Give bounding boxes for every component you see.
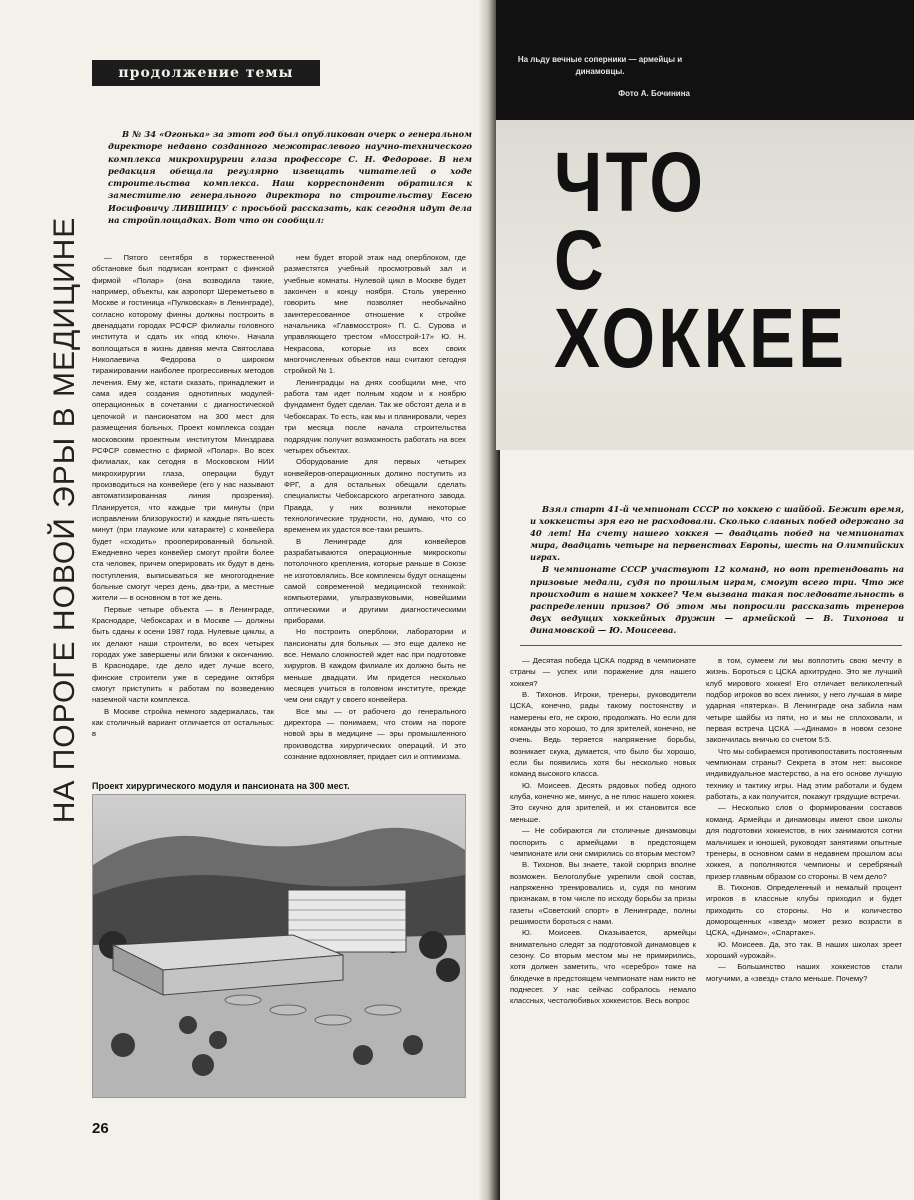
interview-paragraph: в том, сумеем ли мы воплотить свою мечту в жизнь. Бороться с ЦСКА архитрудно. Это же лучший клуб мирового хоккея! Его отличает великолепный подбор игроков во всех линиях, у него лучшая в мире ударная «пятерка». В Ленинграде она забила нам четыре шайбы из пяти, но и мы не сплоховали, и первая встреча ЦСКА —«Динамо» в новом сезоне закончилась вничью со счетом 5:5.	[706, 656, 902, 745]
title-word-1: ЧТО	[554, 135, 707, 229]
interview-paragraph: Что мы собираемся противопоставить постоянным чемпионам страны? Секрета в этом нет: высокое индивидуальное мастерство, а на его основе лучшую технику и тактику игры. Над этим работали и будем работать, а как получится, покажут грядущие встречи.	[706, 746, 902, 802]
hockey-column-2	[706, 655, 902, 984]
article-paragraph: Но построить оперблоки, лаборатории и пансионаты для больных — это еще далеко не все. Немало сложностей ждет нас при подготовке хирургов. В каждом филиале их должно быть не меньше двадцати. Им придется несколько месяцев учиться в головном институте, прежде чем они сядут у своего конвейера.	[284, 627, 466, 705]
vertical-headline	[48, 128, 82, 912]
article-paragraph: нем будет второй этаж над оперблоком, где разместятся учебный просмотровый зал и учебные комнаты. Нулевой цикл в Москве будет закончен к концу ноября. Столь уверенно говорить мне позволяет необычайно заинтересованное отношение к стройке начальника «Главмосстроя» П. С. Сурова и управляющего трестом «Мосстрой-17» Ю. Н. Некрасова, которые из всех своих многочисленных объектов наш считают сегодня стройкой № 1.	[284, 253, 466, 376]
rubric-banner	[92, 60, 320, 86]
article-paragraph: Оборудование для первых четырех конвейеров-операционных должно поступить из ФРГ, а для остальных обещали сделать специалисты Чебоксарского агрегатного завода. Правда, у них возникли некоторые технологические трудности, но, думаю, что со временем их удастся все-таки решить.	[284, 457, 466, 535]
interview-paragraph: Ю. Моисеев. Десять рядовых побед одного клуба, конечно же, минус, а не плюс нашего хоккея. Это скучно для зрителей, и их становится все меньше.	[510, 780, 696, 824]
article-paragraph: В Москве стройка немного задержалась, так как столичный вариант отличается от остальных: в	[92, 706, 274, 739]
title-word-2: С	[554, 213, 608, 307]
hockey-photo-credit: Фото А. Бочинина	[618, 89, 690, 98]
article-paragraph: Первые четыре объекта — в Ленинграде, Краснодаре, Чебоксарах и в Москве — должны быть сданы к осени 1987 года. Нулевые циклы, а их делают наши строители, во всех четырех городах уже завершены или близки к окончанию. В Краснодаре, где дело идет лучше всего, финские строители уже в середине октября смогут приступить к работам по возведению наземной части комплекса.	[92, 604, 274, 705]
interview-paragraph: — Не собираются ли столичные динамовцы поспорить с армейцами в предстоящем чемпионате или они смирились со вторым местом?	[510, 826, 696, 858]
article-column-1	[92, 252, 274, 740]
hockey-title-photo	[496, 120, 914, 450]
interview-paragraph: В. Тихонов. Вы знаете, такой сюрприз вполне возможен. Белоголубые укрепили свой состав, напряженно тренировались и, судя по многим признакам, в том числе по исходу борьбы за призы газеты «Советский спорт» в Ленинграде, полны решимости бороться с нами.	[510, 860, 696, 926]
article-paragraph: В Ленинграде для конвейеров разрабатываются операционные микроскопы потолочного крепления, которые раньше в Союзе не изготовлялись. Все комплексы будут оснащены самой современной медицинской техникой: компьютерами, ультразвуковыми, новейшими оптическими и другими диагностическими приборами.	[284, 536, 466, 625]
interview-paragraph: — Большинство наших хоккеистов стали могучими, а «звезд» стало меньше. Почему?	[706, 962, 902, 983]
rubric-text: продолжение темы	[118, 65, 294, 81]
vertical-headline-text: НА ПОРОГЕ НОВОЙ ЭРЫ В МЕДИЦИНЕ	[48, 216, 81, 824]
interview-paragraph: Ю. Моисеев. Да, это так. В наших школах зреет хороший «урожай».	[706, 939, 902, 960]
section-divider	[520, 645, 902, 646]
interview-paragraph: В. Тихонов. Определенный и немалый процент игроков в классные клубы приходил и будет приходить со стороны. Но и количество доморощенных «звезд» может резко возрасти в ЦСКА, «Динамо», «Спартаке».	[706, 882, 902, 938]
hockey-column-1	[510, 655, 696, 1007]
building-rendering-illustration	[93, 795, 465, 1097]
article-paragraph: — Пятого сентября в торжественной обстановке был подписан контракт с финской фирмой «Полар» (она возводила такие, например, объекты, как аэропорт Шереметьево в Москве и гостиница «Пулковская» в Ленинграде), согласно которому финны должны построить в двенадцати городах РСФСР филиалы головного института и сдать их «под ключ». Начала воплощаться в жизнь давняя мечта Святослава Николаевича Федорова о широком тиражировании наиболее прогрессивных методов лечения. Ему же, кстати сказать, принадлежит и сама идея создания однотипных модулей-операционных в сочетании с диагностической цепочкой и пансионатом на 300 мест для размещения больных. Проект комплекса создан московским проектным институтом Минздрава РСФСР совместно с фирмой «Полар». Во всех филиалах, как сегодня в Московском НИИ микрохирургии глаза, операции будут производиться на конвейере (его у нас называют автоматизированная линия прозрения). Планируется, что каждые три минуты (при исправлении близорукости) и каждые пять-шесть минут (при глаукоме или катаракте) с конвейера будет «сходить» прооперированный больной. Ежедневно через конвейер смогут пройти более ста человек, причем оперировать их будут в день поступления, выписываться же многогоднение больные смогут через день, два-три, а местные жители — в основном в тот же день.	[92, 253, 274, 603]
intro-paragraph: В № 34 «Огонька» за этот год был опубликован очерк о генеральном директоре недавно созданного межотраслевого научно-технического комплекса микрохирургии глаза профессоре С. Н. Федорове. В нем редакция обещала регулярно извещать читателей о ходе строительства комплекса. Наш корреспондент обратился к заместителю генерального директора по строительству Евсею Иосифовичу ЛИВШИЦУ с просьбой рассказать, как сегодня идут дела на стройплощадках. Вот что он сообщил:	[108, 129, 472, 226]
interview-paragraph: — Несколько слов о формировании составов команд. Армейцы и динамовцы имеют свои школы для подготовки хоккеистов, в них занимаются сотни мальчишек и юношей, руководят занятиями опытные тренеры, в основном сами в недавнем прошлом асы хоккея, а пополняются чемпионы и серебряный призер главным образом со стороны. В чем дело?	[706, 803, 902, 881]
interview-paragraph: — Десятая победа ЦСКА подряд в чемпионате страны — успех или поражение для нашего хоккея?	[510, 656, 696, 688]
lead-paragraph: В чемпионате СССР участвуют 12 команд, но вот претендовать на призовые медали, судя по прошлым играм, смогут всего три. Что же происходит в нашем хоккее? Чем вызвана такая последовательность в распределении призов? Об этом мы попросили рассказать тренеров двух ведущих хоккейных дружин — армейской — В. Тихонова и динамовской — Ю. Моисеева.	[530, 564, 904, 635]
hockey-photo-caption-text: На льду вечные соперники — армейцы и динамовцы.	[517, 55, 683, 76]
interview-paragraph: В. Тихонов. Игроки, тренеры, руководители ЦСКА, конечно, рады такому постоянству и намерены его, не скрою, продолжать. Но если для команды это хорошо, то для зрителей, конечно, не очень. Ведь теряется напряжение борьбы, возникает скука, думается, что было бы хорошо, если бы появились хотя бы несколько новых команд высокого класса.	[510, 690, 696, 779]
lead-paragraph: Взял старт 41-й чемпионат СССР по хоккею с шайбой. Бежит время, и хоккеисты зря его не расходовали. Сколько славных побед одержано за 40 лет! На счету нашего хоккея — двадцать побед на чемпионатах мира, двадцать четыре на первенствах Европы, шесть на Олимпийских играх.	[530, 504, 904, 563]
hockey-lead	[530, 503, 904, 636]
building-rendering	[92, 794, 466, 1098]
page-number: 26	[92, 1120, 109, 1137]
article-paragraph: Ленинградцы на днях сообщили мне, что работа там идет полным ходом и к ноябрю фундамент будет сделан. Так же обстоят дела и в Чебоксарах. То есть, как мы и планировали, через три месяца после начала строительства подрядчик получит возможность работать на всех четырех объектах.	[284, 377, 466, 455]
article-column-2	[284, 252, 466, 762]
title-word-3: ХОККЕЕ	[554, 291, 848, 385]
photo-caption: Проект хирургического модуля и пансионата на 300 мест.	[92, 781, 350, 791]
article-paragraph: Все мы — от рабочего до генерального директора — понимаем, что стоим на пороге новой эры в медицине — эры промышленного производства хирургических операций. И это сознание вдохновляет, придает сил и оптимизма.	[284, 706, 466, 762]
interview-paragraph: Ю. Моисеев. Оказывается, армейцы внимательно следят за подготовкой динамовцев к сезону. Со вторым местом мы не примирились, хотя должен заметить, что «серебро» тоже на блюдечке в предстоящем чемпионате нам никто не поднесет. У нас сейчас собралось немало классных, честолюбивых хоккеистов. Весь вопрос	[510, 928, 696, 1006]
hockey-photo-caption	[510, 54, 690, 100]
